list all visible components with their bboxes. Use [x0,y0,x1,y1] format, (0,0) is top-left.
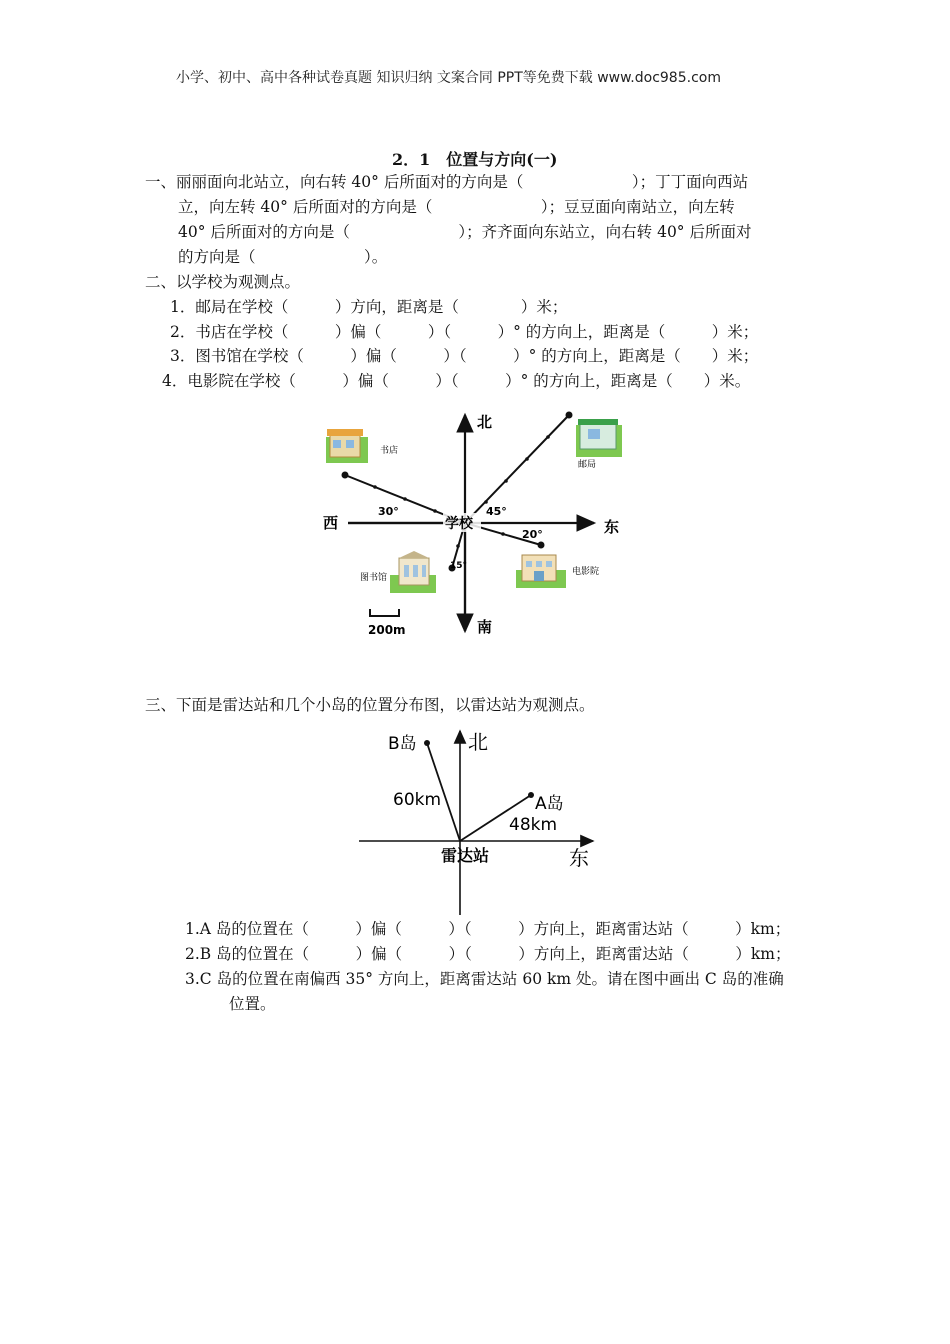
section3-heading: 三、下面是雷达站和几个小岛的位置分布图，以雷达站为观测点。 [145,696,595,714]
bookstore-building-icon [326,429,368,463]
map1-angle-bookstore: 30° [378,505,399,518]
map1-angle-library: 15° [450,561,468,571]
map1-north-label: 北 [477,413,493,431]
section1-line-3: 40° 后所面对的方向是（ ）；齐齐面向东站立，向右转 40° 后所面对 [178,223,752,241]
map1-east-label: 东 [604,518,620,536]
cinema-building-icon [516,555,566,588]
section3-question-3: 3.C 岛的位置在南偏西 35° 方向上，距离雷达站 60 km 处。请在图中画出 C 岛的准确 [185,970,784,988]
cinema-point [538,542,545,549]
island-b-label: B岛 [388,734,417,754]
cinema-label: 电影院 [572,567,600,577]
section1-line-2: 立，向左转 40° 后所面对的方向是（ ）；豆豆面向南站立，向左转 [178,198,735,216]
library-label: 图书馆 [360,573,388,583]
school-direction-map [310,405,650,640]
page-header: 小学、初中、高中各种试卷真题 知识归纳 文案合同 PPT等免费下载 www.doc985.com [176,70,721,86]
post-office-point [566,412,573,419]
section1-line-4: 的方向是（ ）。 [178,248,388,266]
radar-station-map [355,725,605,917]
map2-center-label: 雷达站 [441,846,490,865]
post-office-building-icon [576,419,622,457]
island-b-point [424,740,430,746]
bookstore-point [342,472,349,479]
section2-question-3: 3．图书馆在学校（ ）偏（ ）（ ）° 的方向上，距离是（ ）米； [170,347,759,365]
map2-east-label: 东 [569,846,589,870]
section3-question-3-cont: 位置。 [229,995,276,1013]
section2-question-1: 1．邮局在学校（ ）方向，距离是（ ）米； [170,298,568,316]
page-title: 2．1 位置与方向(一) [392,150,558,169]
section3-question-2: 2.B 岛的位置在（ ）偏（ ）（ ）方向上，距离雷达站（ ）km； [185,945,791,963]
island-a-label: A岛 [535,794,564,814]
section2-question-4: 4．电影院在学校（ ）偏（ ）（ ）° 的方向上，距离是（ ）米。 [162,372,751,390]
post-office-label: 邮局 [578,460,597,470]
post-office-ray [465,415,569,523]
map2-north-label: 北 [468,730,488,754]
map1-angle-post: 45° [486,505,507,518]
library-building-icon [390,551,436,593]
map1-center-label: 学校 [445,516,473,532]
scale-label: 200m [368,623,406,637]
bookstore-label: 书店 [380,446,399,456]
section3-question-1: 1.A 岛的位置在（ ）偏（ ）（ ）方向上，距离雷达站（ ）km； [185,920,791,938]
island-a-distance: 48km [509,815,558,835]
map1-south-label: 南 [477,618,493,636]
island-a-point [528,792,534,798]
map1-angle-cinema: 20° [522,528,543,541]
map1-west-label: 西 [323,514,339,532]
section1-line-1: 一、丽丽面向北站立，向右转 40° 后所面对的方向是（ ）；丁丁面向西站 [145,173,749,191]
scale-bar [370,609,399,616]
section2-heading: 二、以学校为观测点。 [145,273,301,291]
island-b-distance: 60km [393,790,442,810]
section2-question-2: 2．书店在学校（ ）偏（ ）（ ）° 的方向上，距离是（ ）米； [170,323,759,341]
